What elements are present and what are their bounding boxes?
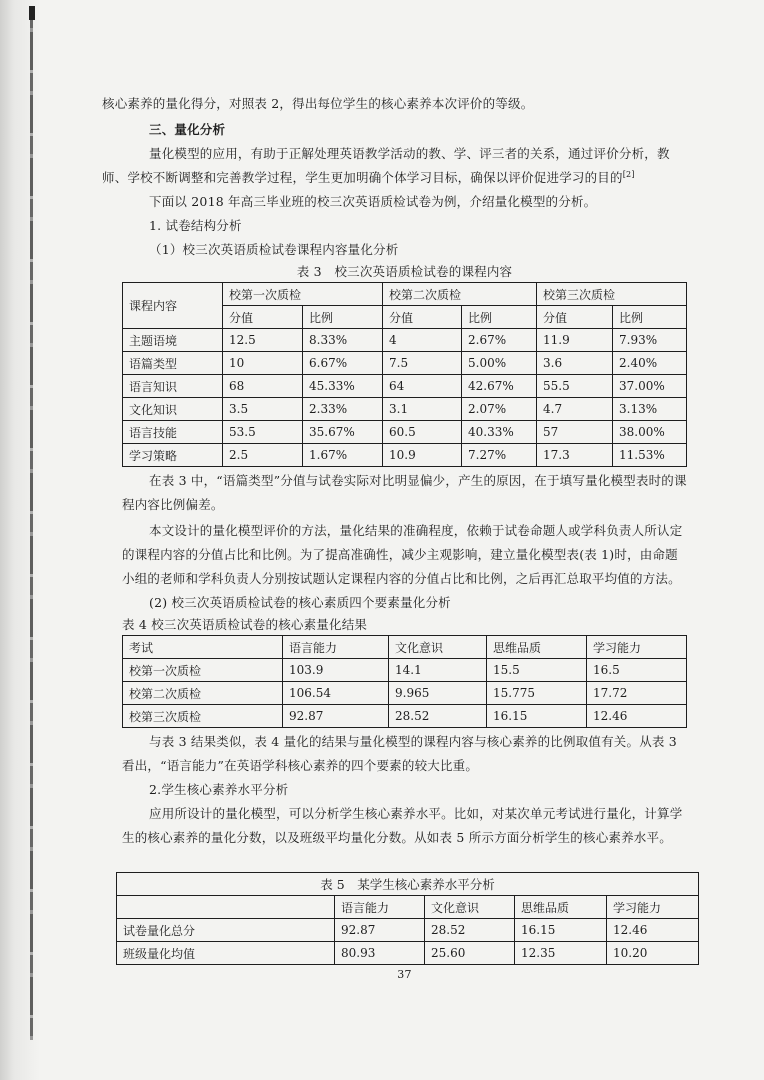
- table4-core-literacy: [122, 635, 687, 728]
- table-cell: 2.67%: [462, 329, 537, 352]
- table-cell: 60.5: [383, 421, 462, 444]
- table-cell: 12.5: [223, 329, 303, 352]
- heading-course-content: （1）校三次英语质检试卷课程内容量化分析: [149, 242, 399, 257]
- table-cell: 2.5: [223, 444, 303, 467]
- table3-sub-header: 比例: [303, 306, 383, 329]
- table-cell: 2.07%: [462, 398, 537, 421]
- table-cell: 语篇类型: [123, 352, 223, 375]
- table-cell: 25.60: [425, 942, 515, 965]
- table-cell: 4: [383, 329, 462, 352]
- table-header-cell: 思维品质: [487, 636, 587, 659]
- table-cell: 校第三次质检: [123, 705, 283, 728]
- table-cell: 2.40%: [613, 352, 687, 375]
- reference-2: [2]: [622, 169, 635, 179]
- table-cell: 5.00%: [462, 352, 537, 375]
- table-cell: 16.15: [487, 705, 587, 728]
- table-row: [123, 659, 687, 682]
- table-header-cell: [117, 896, 335, 919]
- table-cell: 3.13%: [613, 398, 687, 421]
- table-cell: 试卷量化总分: [117, 919, 335, 942]
- section-heading-3: 三、量化分析: [149, 122, 226, 137]
- binding-mark: [29, 6, 35, 20]
- table-row: [123, 329, 687, 352]
- paragraph-7: 应用所设计的量化模型，可以分析学生核心素养水平。比如，对某次单元考试进行量化，计算学生的核心素养的量化分数，以及班级平均量化分数。从如表 5 所示方面分析学生的核心素养水平。: [122, 806, 683, 845]
- table-cell: 10.20: [607, 942, 699, 965]
- paragraph-6: 与表 3 结果类似，表 4 量化的结果与量化模型的课程内容与核心素养的比例取值有关。从表 3 看出，“语言能力”在英语学科核心素养的四个要素的较大比重。: [122, 734, 677, 773]
- table-cell: 28.52: [389, 705, 487, 728]
- table-cell: 15.5: [487, 659, 587, 682]
- table-cell: 11.9: [537, 329, 613, 352]
- table-cell: 38.00%: [613, 421, 687, 444]
- table-header-row: [123, 636, 687, 659]
- table-header-cell: 文化意识: [389, 636, 487, 659]
- table4-caption: 表 4 校三次英语质检试卷的核心素量化结果: [122, 617, 368, 632]
- table-row: [123, 705, 687, 728]
- table-cell: 92.87: [283, 705, 389, 728]
- table-cell: 10.9: [383, 444, 462, 467]
- table-cell: 92.87: [335, 919, 425, 942]
- table-header-cell: 思维品质: [515, 896, 607, 919]
- table-cell: 校第二次质检: [123, 682, 283, 705]
- table-cell: 文化知识: [123, 398, 223, 421]
- table-cell: 42.67%: [462, 375, 537, 398]
- table-cell: 12.35: [515, 942, 607, 965]
- table-row: [123, 398, 687, 421]
- table-cell: 3.6: [537, 352, 613, 375]
- paragraph-5: 本文设计的量化模型评价的方法，量化结果的准确程度，依赖于试卷命题人或学科负责人所认定的课程内容的分值占比和比例。为了提高准确性，减少主观影响，建立量化模型表(表 1)时，由命题小组的老师和学科负责人分别按试题认定课程内容的分值占比和比例，之后再汇总取平均值的方法。: [122, 523, 683, 586]
- table-cell: 11.53%: [613, 444, 687, 467]
- table-cell: 17.72: [587, 682, 687, 705]
- table-cell: 16.15: [515, 919, 607, 942]
- table-cell: 语言知识: [123, 375, 223, 398]
- table-header-cell: 文化意识: [425, 896, 515, 919]
- heading-core-literacy: (2) 校三次英语质检试卷的核心素质四个要素量化分析: [149, 595, 451, 610]
- table-cell: 68: [223, 375, 303, 398]
- table-header-cell: 语言能力: [283, 636, 389, 659]
- table-cell: 7.93%: [613, 329, 687, 352]
- table-row: [123, 682, 687, 705]
- table-cell: 1.67%: [303, 444, 383, 467]
- table-cell: 校第一次质检: [123, 659, 283, 682]
- table-cell: 3.1: [383, 398, 462, 421]
- page-binding-shadow: [0, 0, 40, 1080]
- heading-exam-structure: 1. 试卷结构分析: [149, 218, 242, 233]
- table-row: [123, 375, 687, 398]
- table-cell: 班级量化均值: [117, 942, 335, 965]
- table3-sub-header: 分值: [383, 306, 462, 329]
- table-cell: 28.52: [425, 919, 515, 942]
- table-header-cell: 考试: [123, 636, 283, 659]
- table-cell: 37.00%: [613, 375, 687, 398]
- table-cell: 16.5: [587, 659, 687, 682]
- table-cell: 4.7: [537, 398, 613, 421]
- table3-sub-header: 比例: [613, 306, 687, 329]
- table-header-cell: 学习能力: [587, 636, 687, 659]
- table-cell: 12.46: [607, 919, 699, 942]
- binding-line: [30, 10, 33, 1040]
- table-cell: 2.33%: [303, 398, 383, 421]
- table-cell: 103.9: [283, 659, 389, 682]
- table-cell: 主题语境: [123, 329, 223, 352]
- table3-sub-header: 比例: [462, 306, 537, 329]
- table-cell: 6.67%: [303, 352, 383, 375]
- paragraph-3: 下面以 2018 年高三毕业班的校三次英语质检试卷为例，介绍量化模型的分析。: [149, 194, 597, 209]
- table-cell: 学习策略: [123, 444, 223, 467]
- paragraph-1: 核心素养的量化得分，对照表 2，得出每位学生的核心素养本次评价的等级。: [102, 96, 534, 111]
- table-cell: 7.27%: [462, 444, 537, 467]
- table-cell: 64: [383, 375, 462, 398]
- table-cell: 7.5: [383, 352, 462, 375]
- table-cell: 40.33%: [462, 421, 537, 444]
- table5-student-level: [116, 872, 699, 965]
- table-row: [117, 919, 699, 942]
- heading-student-level: 2.学生核心素养水平分析: [149, 782, 289, 797]
- table-cell: 80.93: [335, 942, 425, 965]
- table3-group: 校第三次质检: [537, 283, 687, 306]
- table-cell: 57: [537, 421, 613, 444]
- table-cell: 17.3: [537, 444, 613, 467]
- paragraph-2: [102, 142, 687, 190]
- table-cell: 12.46: [587, 705, 687, 728]
- table-cell: 15.775: [487, 682, 587, 705]
- table-cell: 9.965: [389, 682, 487, 705]
- table3-group: 校第一次质检: [223, 283, 383, 306]
- table-cell: 35.67%: [303, 421, 383, 444]
- table-row: [123, 421, 687, 444]
- table-row: [123, 444, 687, 467]
- table-cell: 14.1: [389, 659, 487, 682]
- table5-caption: 表 5 某学生核心素养水平分析: [117, 873, 699, 896]
- table-row: [117, 942, 699, 965]
- table-cell: 语言技能: [123, 421, 223, 444]
- table-cell: 53.5: [223, 421, 303, 444]
- table-cell: 55.5: [537, 375, 613, 398]
- table3-course-content: [122, 282, 687, 467]
- table-header-cell: 语言能力: [335, 896, 425, 919]
- table3-group: 校第二次质检: [383, 283, 537, 306]
- table-header-cell: 学习能力: [607, 896, 699, 919]
- table-cell: 3.5: [223, 398, 303, 421]
- table-header-row: [117, 896, 699, 919]
- table-cell: 45.33%: [303, 375, 383, 398]
- document-body: [102, 92, 687, 983]
- page-number: 37: [397, 968, 412, 981]
- paragraph-4: 在表 3 中，“语篇类型”分值与试卷实际对比明显偏少，产生的原因，在于填写量化模型表时的课程内容比例偏差。: [122, 473, 687, 512]
- table-cell: 106.54: [283, 682, 389, 705]
- table-row: [123, 352, 687, 375]
- table-cell: 10: [223, 352, 303, 375]
- table3-sub-header: 分值: [223, 306, 303, 329]
- paragraph-2-text: 量化模型的应用，有助于正解处理英语教学活动的教、学、评三者的关系，通过评价分析，教师、学校不断调整和完善教学过程，学生更加明确个体学习目标，确保以评价促进学习的目的: [102, 146, 670, 185]
- table-cell: 8.33%: [303, 329, 383, 352]
- table3-row-header: 课程内容: [123, 283, 223, 329]
- table3-caption: 表 3 校三次英语质检试卷的课程内容: [296, 264, 513, 279]
- table3-sub-header: 分值: [537, 306, 613, 329]
